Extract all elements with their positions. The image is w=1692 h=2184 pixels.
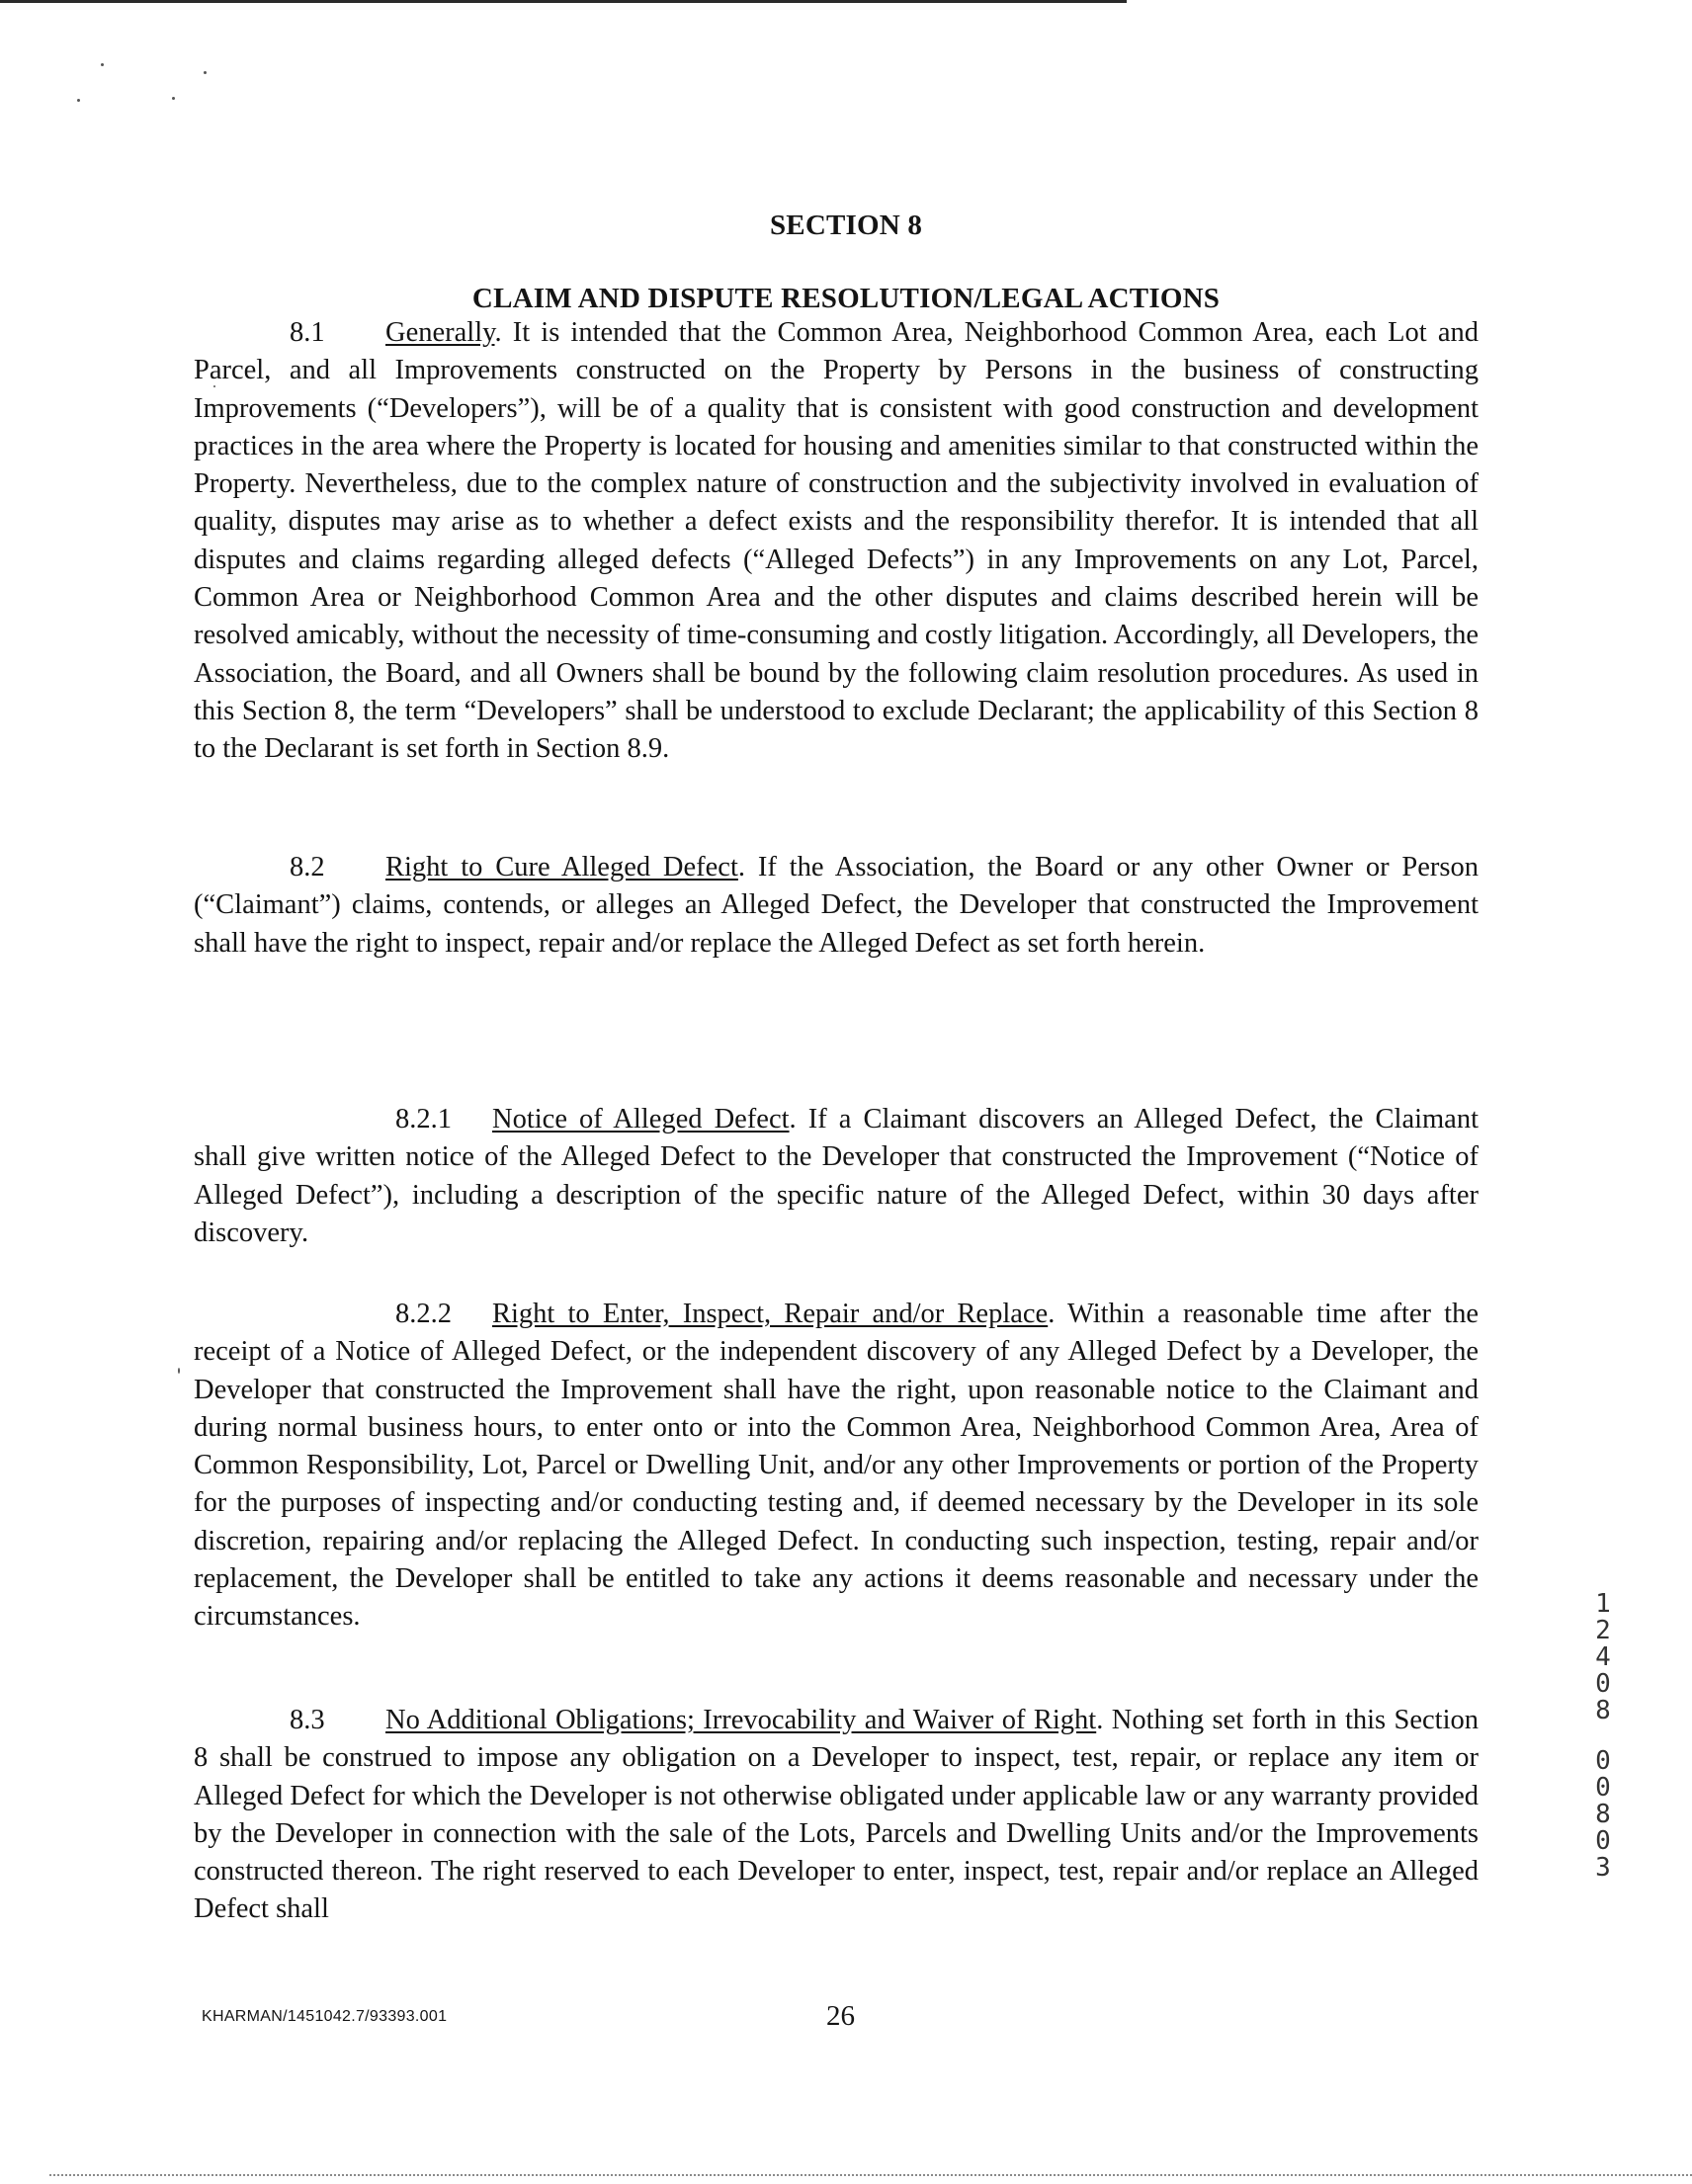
paragraph-text: . Within a reasonable time after the receipt of a Notice of Alleged Defect, or the independent discovery of any Alleged Defect by a Developer, the Developer that constructed the Improvement shall have the right, upon reasonable notice to the Claimant and during normal business hours, to enter onto or into the Common Area, Neighborhood Common Area, Area of Common Responsibility, Lot, Parcel or Dwelling Unit, and/or any other Improvements or portion of the Property for the purposes of inspecting and/or conducting testing and, if deemed necessary by the Developer in its sole discretion, repairing and/or replacing the Alleged Defect. In conducting such inspection, testing, repair and/or replacement, the Developer shall be entitled to take any actions it deems reasonable and necessary under the circumstances. [194,1299,1479,1633]
paragraph-title: Right to Enter, Inspect, Repair and/or Replace [492,1299,1049,1329]
stamp-digit: 0 [1595,1826,1611,1856]
paragraph-number: 8.2.1 [395,1104,452,1134]
scan-speck [101,63,104,66]
stamp-digit: 8 [1595,1696,1611,1725]
scan-speck [172,97,175,100]
stamp-digit: 8 [1595,1800,1611,1829]
paragraph-8-2 [194,849,1479,963]
stamp-digit: 0 [1595,1746,1611,1776]
paragraph-title: No Additional Obligations; Irrevocability and Waiver of Right [385,1705,1097,1735]
scan-speck [178,1368,180,1374]
stamp-group-first [1588,1591,1618,1724]
paragraph-text: . If the Association, the Board or any other Owner or Person (“Claimant”) claims, contends, or alleges an Alleged Defect, the Developer that constructed the Improvement shall have the right to inspect, repair and/or replace the Alleged Defect as set forth herein. [194,852,1479,959]
paragraph-title: Notice of Alleged Defect [492,1104,790,1134]
stamp-digit: 2 [1595,1616,1611,1645]
document-footer-id: KHARMAN/1451042.7/93393.001 [202,2008,448,2025]
paragraph-8-2-1 [194,1101,1479,1252]
section-number: SECTION 8 [769,210,923,241]
scan-speck [77,99,80,102]
stamp-digit: 4 [1595,1642,1611,1672]
recording-stamp-number [1588,1591,1618,1905]
stamp-digit: 1 [1595,1589,1611,1619]
paragraph-number: 8.2 [290,852,325,882]
stamp-digit: 3 [1595,1853,1611,1883]
paragraph-text: . If a Claimant discovers an Alleged Defect, the Claimant shall give written notice of the Alleged Defect to the Developer that constructed the Improvement (“Notice of Alleged Defect”), including a description of the specific nature of the Alleged Defect, within 30 days after discovery. [194,1104,1479,1248]
paragraph-number: 8.3 [290,1705,325,1735]
paragraph-title: Generally [385,317,495,348]
bottom-scan-edge [49,2174,1692,2176]
paragraph-8-2-2 [194,1296,1479,1637]
stamp-digit: 0 [1595,1773,1611,1803]
top-scan-edge [0,0,1127,3]
paragraph-text: . Nothing set forth in this Section 8 shall be construed to impose any obligation on a Developer to inspect, test, repair, or replace any item or Alleged Defect for which the Developer is not otherwise obligated under applicable law or any warranty provided by the Developer in connection with the sale of the Lots, Parcels and Dwelling Units and/or the Improvements constructed thereon. The right reserved to each Developer to enter, inspect, test, repair and/or replace an Alleged Defect shall [194,1705,1480,1925]
stamp-group-second [1588,1748,1618,1882]
paragraph-8-3 [194,1702,1479,1929]
stamp-digit: 0 [1595,1669,1611,1699]
paragraph-number: 8.2.2 [395,1299,452,1329]
paragraph-number: 8.1 [290,317,325,348]
paragraph-8-1 [194,314,1479,769]
page-number: 26 [826,2000,855,2032]
section-title: CLAIM AND DISPUTE RESOLUTION/LEGAL ACTIONS [471,283,1221,314]
paragraph-text: . It is intended that the Common Area, Neighborhood Common Area, each Lot and Parcel, and all Improvements constructed on the Property by Persons in the business of constructing Improvements (“Developers”), will be of a quality that is consistent with good construction and development practices in the area where the Property is located for housing and amenities similar to that constructed within the Property. Nevertheless, due to the complex nature of construction and the subjectivity involved in evaluation of quality, disputes may arise as to whether a defect exists and the responsibility therefor. It is intended that all disputes and claims regarding alleged defects (“Alleged Defects”) in any Improvements on any Lot, Parcel, Common Area or Neighborhood Common Area and the other disputes and claims described herein will be resolved amicably, without the necessity of time-consuming and costly litigation. Accordingly, all Developers, the Association, the Board, and all Owners shall be bound by the following claim resolution procedures. As used in this Section 8, the term “Developers” shall be understood to exclude Declarant; the applicability of this Section 8 to the Declarant is set forth in Section 8.9. [194,317,1479,765]
scan-speck [204,71,207,74]
paragraph-title: Right to Cure Alleged Defect [385,852,738,882]
